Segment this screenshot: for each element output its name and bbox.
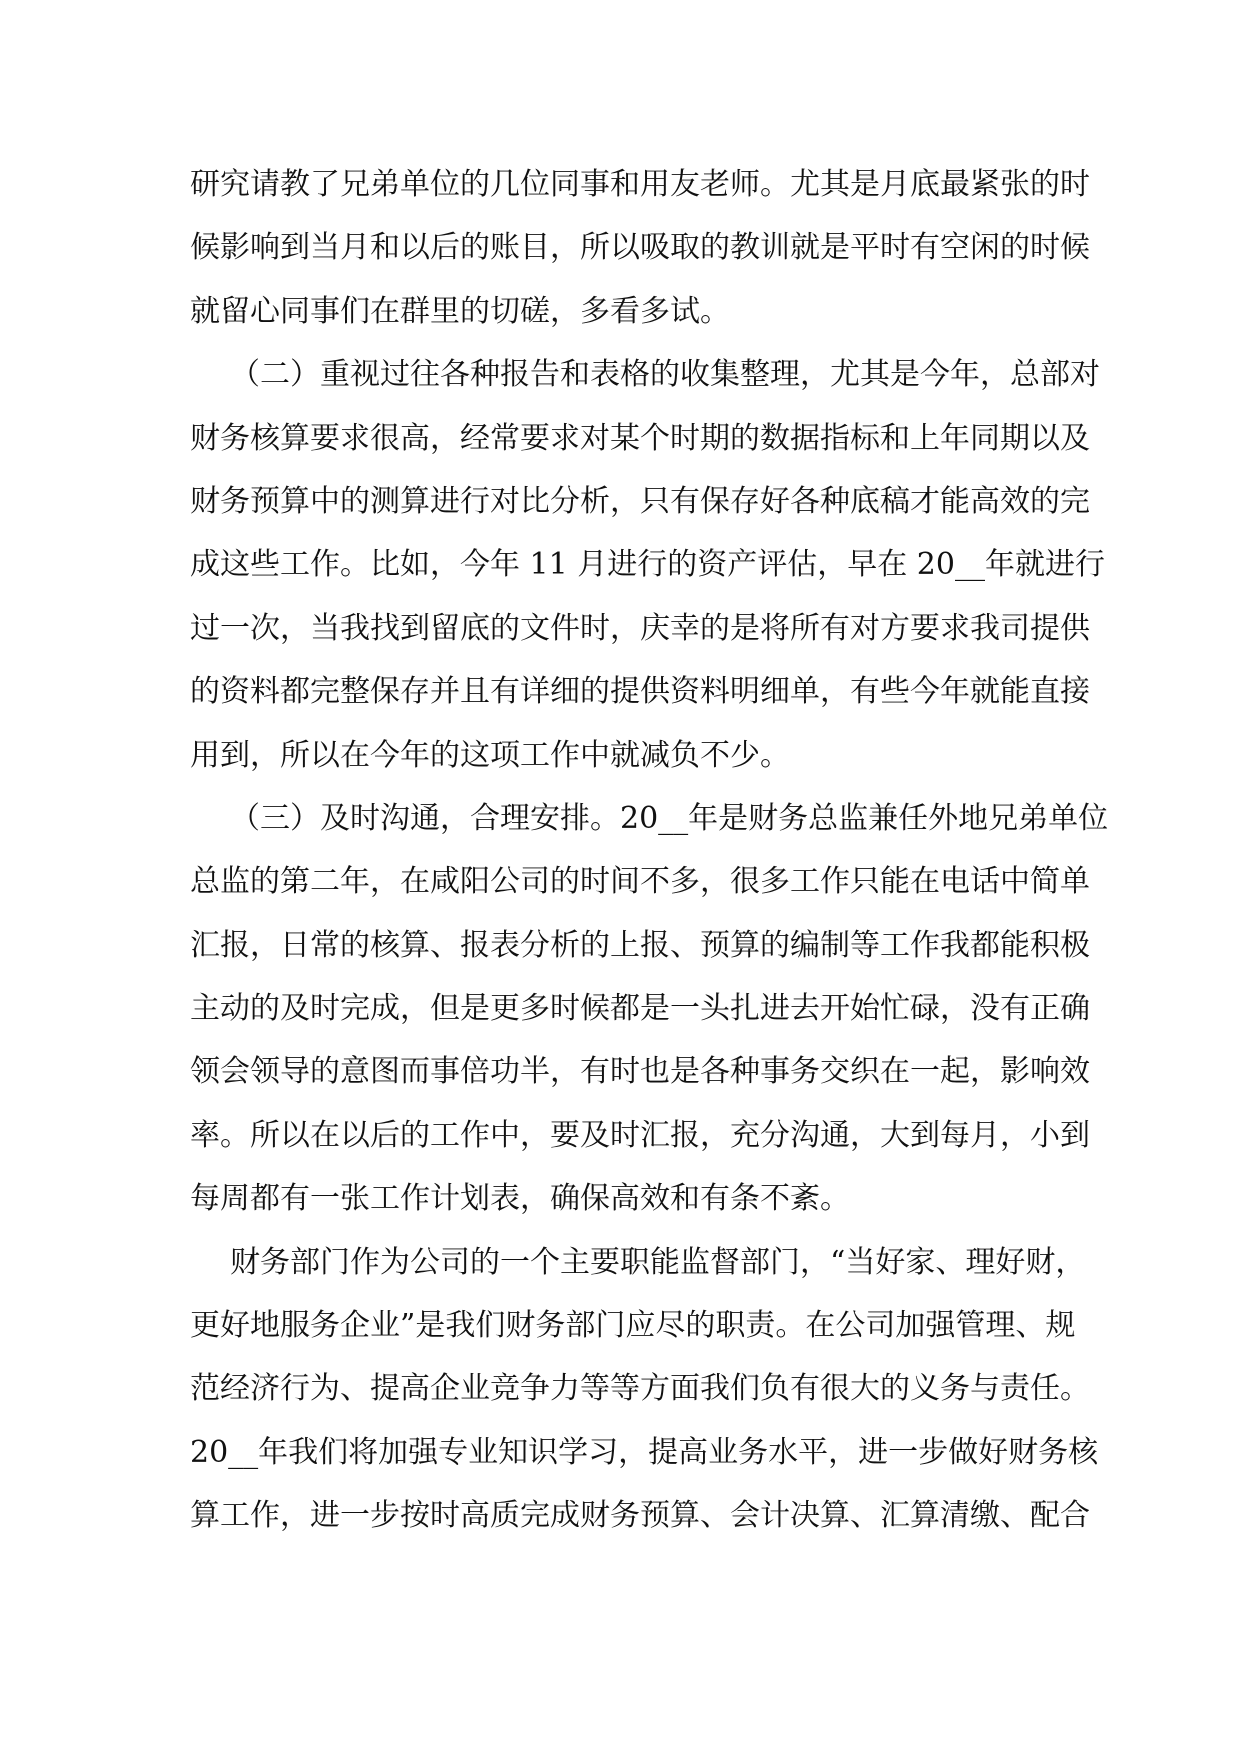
text-line: 用到，所以在今年的这项工作中就减负不少。 <box>190 737 790 773</box>
text-line: 20__年我们将加强专业知识学习，提高业务水平，进一步做好财务核 <box>190 1434 1099 1470</box>
paragraph-section-three <box>190 794 1109 1238</box>
text-line: 财务预算中的测算进行对比分析，只有保存好各种底稿才能高效的完 <box>190 483 1090 519</box>
text-line: 过一次，当我找到留底的文件时，庆幸的是将所有对方要求我司提供 <box>190 610 1090 646</box>
text-line: 成这些工作。比如，今年 11 月进行的资产评估，早在 20__年就进行 <box>190 547 1105 583</box>
text-line: 就留心同事们在群里的切磋，多看多试。 <box>190 293 730 329</box>
text-line: 领会领导的意图而事倍功半，有时也是各种事务交织在一起，影响效 <box>190 1054 1090 1090</box>
text-line: 更好地服务企业”是我们财务部门应尽的职责。在公司加强管理、规 <box>190 1308 1076 1344</box>
text-line: 候影响到当月和以后的账目，所以吸取的教训就是平时有空闲的时候 <box>190 230 1090 266</box>
text-line: 范经济行为、提高企业竞争力等等方面我们负有很大的义务与责任。 <box>190 1371 1090 1407</box>
text-line: 率。所以在以后的工作中，要及时汇报，充分沟通，大到每月，小到 <box>190 1117 1090 1153</box>
text-line: 财务核算要求很高，经常要求对某个时期的数据指标和上年同期以及 <box>190 420 1090 456</box>
text-line: 研究请教了兄弟单位的几位同事和用友老师。尤其是月底最紧张的时 <box>190 167 1090 202</box>
paragraph-section-two <box>190 350 1105 794</box>
text-line: （二）重视过往各种报告和表格的收集整理，尤其是今年，总部对 <box>230 357 1100 393</box>
text-line: 的资料都完整保存并且有详细的提供资料明细单，有些今年就能直接 <box>190 674 1090 710</box>
paragraph-finance-department <box>190 1238 1099 1555</box>
text-line: 算工作，进一步按时高质完成财务预算、会计决算、汇算清缴、配合 <box>190 1498 1090 1534</box>
text-line: 主动的及时完成，但是更多时候都是一头扎进去开始忙碌，没有正确 <box>190 991 1090 1027</box>
text-line: 总监的第二年，在咸阳公司的时间不多，很多工作只能在电话中简单 <box>190 864 1090 900</box>
text-line: （三）及时沟通，合理安排。20__年是财务总监兼任外地兄弟单位 <box>230 800 1109 836</box>
text-line: 财务部门作为公司的一个主要职能监督部门，“当好家、理好财， <box>230 1244 1086 1280</box>
text-line: 每周都有一张工作计划表，确保高效和有条不紊。 <box>190 1181 850 1217</box>
document-body <box>190 160 1109 1555</box>
paragraph-continuation <box>190 160 1090 350</box>
text-line: 汇报，日常的核算、报表分析的上报、预算的编制等工作我都能积极 <box>190 927 1090 963</box>
